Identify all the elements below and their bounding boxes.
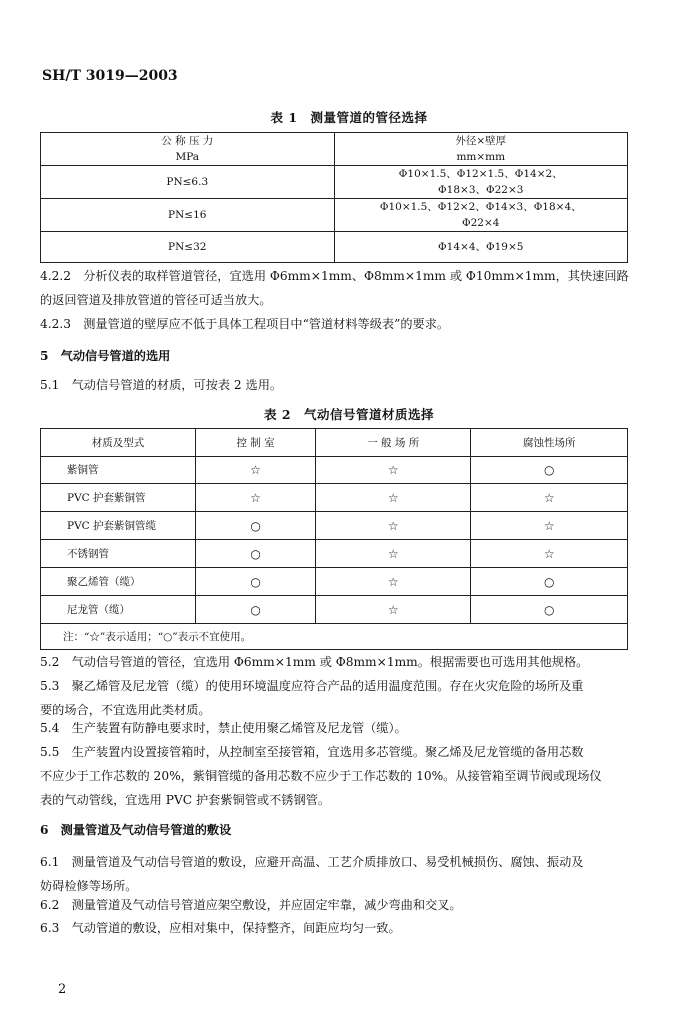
- suitability-cell: ☆: [471, 540, 628, 568]
- suitability-cell: ○: [196, 568, 316, 596]
- paragraph-4-2-2: 4.2.2 分析仪表的取样管道管径，宜选用 Φ6mm×1mm、Φ8mm×1mm 或 Φ10mm×1mm，其快速回路 的返回管道及排放管道的管径可适当放大。: [40, 269, 629, 307]
- table1-caption: 表 1 测量管道的管径选择: [270, 110, 428, 125]
- material-cell: PVC 护套紫铜管缆: [41, 512, 196, 540]
- table1-size-cell: Φ10×1.5、Φ12×2、Φ14×3、Φ18×4、 Φ22×4: [334, 199, 628, 232]
- table-row: [41, 232, 628, 263]
- pipe-diameter-table: [40, 132, 628, 263]
- suitability-cell: ☆: [316, 484, 471, 512]
- paragraph-5-4: 5.4 生产装置有防静电要求时，禁止使用聚乙烯管及尼龙管（缆）。: [40, 721, 407, 735]
- material-cell: 紫铜管: [41, 457, 196, 484]
- table2-header-control-room: 控 制 室: [196, 429, 316, 457]
- table1-size-cell: Φ10×1.5、Φ12×1.5、Φ14×2、 Φ18×3、Φ22×3: [334, 166, 628, 199]
- suitability-cell: ☆: [316, 596, 471, 624]
- table-row: [41, 596, 628, 624]
- suitability-cell: ☆: [471, 512, 628, 540]
- table2-header-corrosive-area: 腐蚀性场所: [471, 429, 628, 457]
- suitability-cell: ☆: [471, 484, 628, 512]
- suitability-cell: ○: [196, 540, 316, 568]
- suitability-cell: ○: [471, 457, 628, 484]
- section-6-heading: 6 测量管道及气动信号管道的敷设: [40, 823, 232, 837]
- suitability-cell: ☆: [316, 457, 471, 484]
- paragraph-5-1: 5.1 气动信号管道的材质，可按表 2 选用。: [40, 378, 283, 392]
- paragraph-6-1: 6.1 测量管道及气动信号管道的敷设，应避开高温、工艺介质排放口、易受机械损伤、腐蚀、振动及 妨碍检修等场所。: [40, 855, 584, 893]
- page-number: 2: [58, 982, 67, 997]
- table-row: [41, 457, 628, 484]
- table-row: [41, 484, 628, 512]
- paragraph-6-3: 6.3 气动管道的敷设，应相对集中，保持整齐，间距应均匀一致。: [40, 921, 401, 935]
- material-cell: 尼龙管（缆）: [41, 596, 196, 624]
- table1-pressure-cell: PN≤32: [41, 232, 335, 263]
- table-row: [41, 512, 628, 540]
- standard-code-header: SH/T 3019—2003: [42, 68, 178, 84]
- table-row: [41, 199, 628, 232]
- table1-header-pressure: 公 称 压 力 MPa: [41, 133, 335, 166]
- pneumatic-material-table: [40, 428, 628, 650]
- paragraph-6-2: 6.2 测量管道及气动信号管道应架空敷设，并应固定牢靠，减少弯曲和交叉。: [40, 898, 462, 912]
- suitability-cell: ☆: [316, 540, 471, 568]
- table-row: [41, 568, 628, 596]
- paragraph-5-2: 5.2 气动信号管道的管径，宜选用 Φ6mm×1mm 或 Φ8mm×1mm。根据需要也可选用其他规格。: [40, 655, 589, 669]
- table-row: [41, 540, 628, 568]
- table2-note: 注：“☆”表示适用；“○”表示不宜使用。: [41, 624, 628, 650]
- material-cell: 聚乙烯管（缆）: [41, 568, 196, 596]
- table1-size-cell: Φ14×4、Φ19×5: [334, 232, 628, 263]
- suitability-cell: ☆: [196, 484, 316, 512]
- material-cell: 不锈钢管: [41, 540, 196, 568]
- suitability-cell: ○: [196, 512, 316, 540]
- suitability-cell: ☆: [316, 512, 471, 540]
- section-5-heading: 5 气动信号管道的选用: [40, 349, 171, 363]
- table2-header-general-area: 一 般 场 所: [316, 429, 471, 457]
- table2-caption: 表 2 气动信号管道材质选择: [263, 407, 435, 422]
- table1-header-size: 外径×壁厚 mm×mm: [334, 133, 628, 166]
- material-cell: PVC 护套紫铜管: [41, 484, 196, 512]
- suitability-cell: ○: [196, 596, 316, 624]
- paragraph-4-2-3: 4.2.3 测量管道的壁厚应不低于具体工程项目中“管道材料等级表”的要求。: [40, 317, 450, 331]
- suitability-cell: ○: [471, 568, 628, 596]
- paragraph-5-5: 5.5 生产装置内设置接管箱时，从控制室至接管箱，宜选用多芯管缆。聚乙烯及尼龙管缆的备用芯数 不应少于工作芯数的 20%，紫铜管缆的备用芯数不应少于工作芯数的 10%。从接管箱至调节阀或现场仪 表的气动管线，宜选用 PVC 护套紫铜管或不锈钢管。: [40, 745, 602, 807]
- paragraph-5-3: 5.3 聚乙烯管及尼龙管（缆）的使用环境温度应符合产品的适用温度范围。存在火灾危险的场所及重 要的场合，不宜选用此类材质。: [40, 679, 584, 717]
- table1-pressure-cell: PN≤6.3: [41, 166, 335, 199]
- suitability-cell: ☆: [316, 568, 471, 596]
- suitability-cell: ☆: [196, 457, 316, 484]
- table2-header-material: 材质及型式: [41, 429, 196, 457]
- table1-pressure-cell: PN≤16: [41, 199, 335, 232]
- table-row: [41, 166, 628, 199]
- suitability-cell: ○: [471, 596, 628, 624]
